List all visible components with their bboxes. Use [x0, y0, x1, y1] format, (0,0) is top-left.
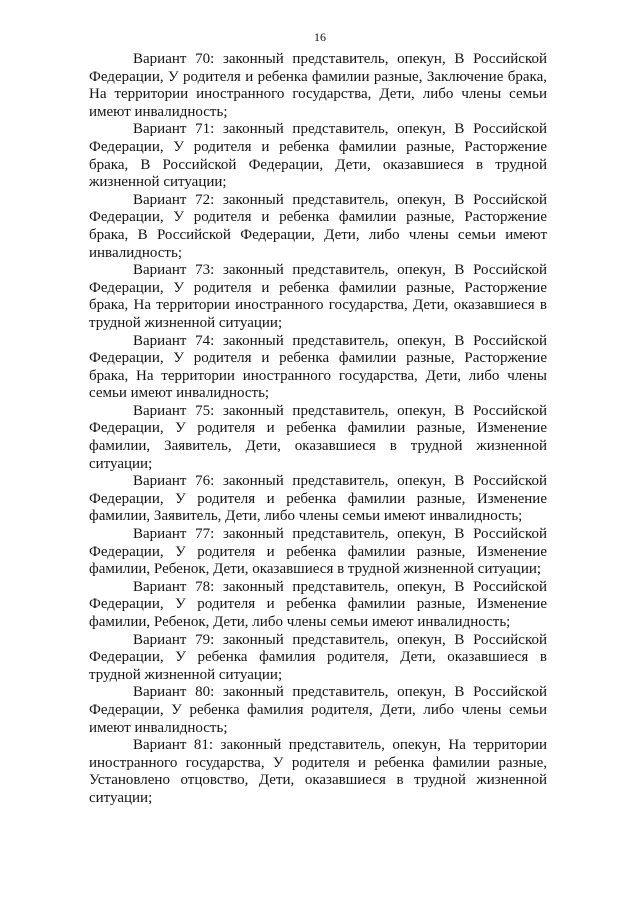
variant-paragraph-70: Вариант 70: законный представитель, опекун, В Российской Федерации, У родителя и ребенка фамилии разные, Заключение брака, На территории иностранного государства, Дети, либо члены семьи имеют инвалидность; — [89, 51, 547, 120]
document-body — [89, 51, 547, 808]
variant-paragraph-77: Вариант 77: законный представитель, опекун, В Российской Федерации, У родителя и ребенка фамилии разные, Изменение фамилии, Ребенок, Дети, оказавшиеся в трудной жизненной ситуации; — [89, 526, 547, 578]
variant-paragraph-76: Вариант 76: законный представитель, опекун, В Российской Федерации, У родителя и ребенка фамилии разные, Изменение фамилии, Заявитель, Дети, либо члены семьи имеют инвалидность; — [89, 473, 547, 525]
variant-paragraph-72: Вариант 72: законный представитель, опекун, В Российской Федерации, У родителя и ребенка фамилии разные, Расторжение брака, В Российской Федерации, Дети, либо члены семьи имеют инвалидность; — [89, 191, 547, 261]
variant-paragraph-81: Вариант 81: законный представитель, опекун, На территории иностранного государства, У родителя и ребенка фамилии разные, Установлено отцовство, Дети, оказавшиеся в трудной жизненной ситуации; — [89, 737, 547, 806]
variant-paragraph-75: Вариант 75: законный представитель, опекун, В Российской Федерации, У родителя и ребенка фамилии разные, Изменение фамилии, Заявитель, Дети, оказавшиеся в трудной жизненной ситуации; — [89, 402, 547, 472]
variant-paragraph-80: Вариант 80: законный представитель, опекун, В Российской Федерации, У ребенка фамилия родителя, Дети, либо члены семьи имеют инвалидность; — [89, 684, 547, 736]
variant-paragraph-73: Вариант 73: законный представитель, опекун, В Российской Федерации, У родителя и ребенка фамилии разные, Расторжение брака, На территории иностранного государства, Дети, оказавшиеся в трудной жизненной ситуации; — [89, 262, 547, 331]
variant-paragraph-79: Вариант 79: законный представитель, опекун, В Российской Федерации, У ребенка фамилия родителя, Дети, оказавшиеся в трудной жизненной ситуации; — [89, 631, 547, 683]
page-number: 16 — [314, 30, 326, 44]
variant-paragraph-71: Вариант 71: законный представитель, опекун, В Российской Федерации, У родителя и ребенка фамилии разные, Расторжение брака, В Российской Федерации, Дети, оказавшиеся в трудной жизненной ситуации; — [89, 121, 547, 191]
variant-paragraph-78: Вариант 78: законный представитель, опекун, В Российской Федерации, У родителя и ребенка фамилии разные, Изменение фамилии, Ребенок, Дети, либо члены семьи имеют инвалидность; — [89, 578, 547, 630]
variant-paragraph-74: Вариант 74: законный представитель, опекун, В Российской Федерации, У родителя и ребенка фамилии разные, Расторжение брака, На территории иностранного государства, Дети, либо члены семьи имеют инвалидность; — [89, 332, 547, 402]
